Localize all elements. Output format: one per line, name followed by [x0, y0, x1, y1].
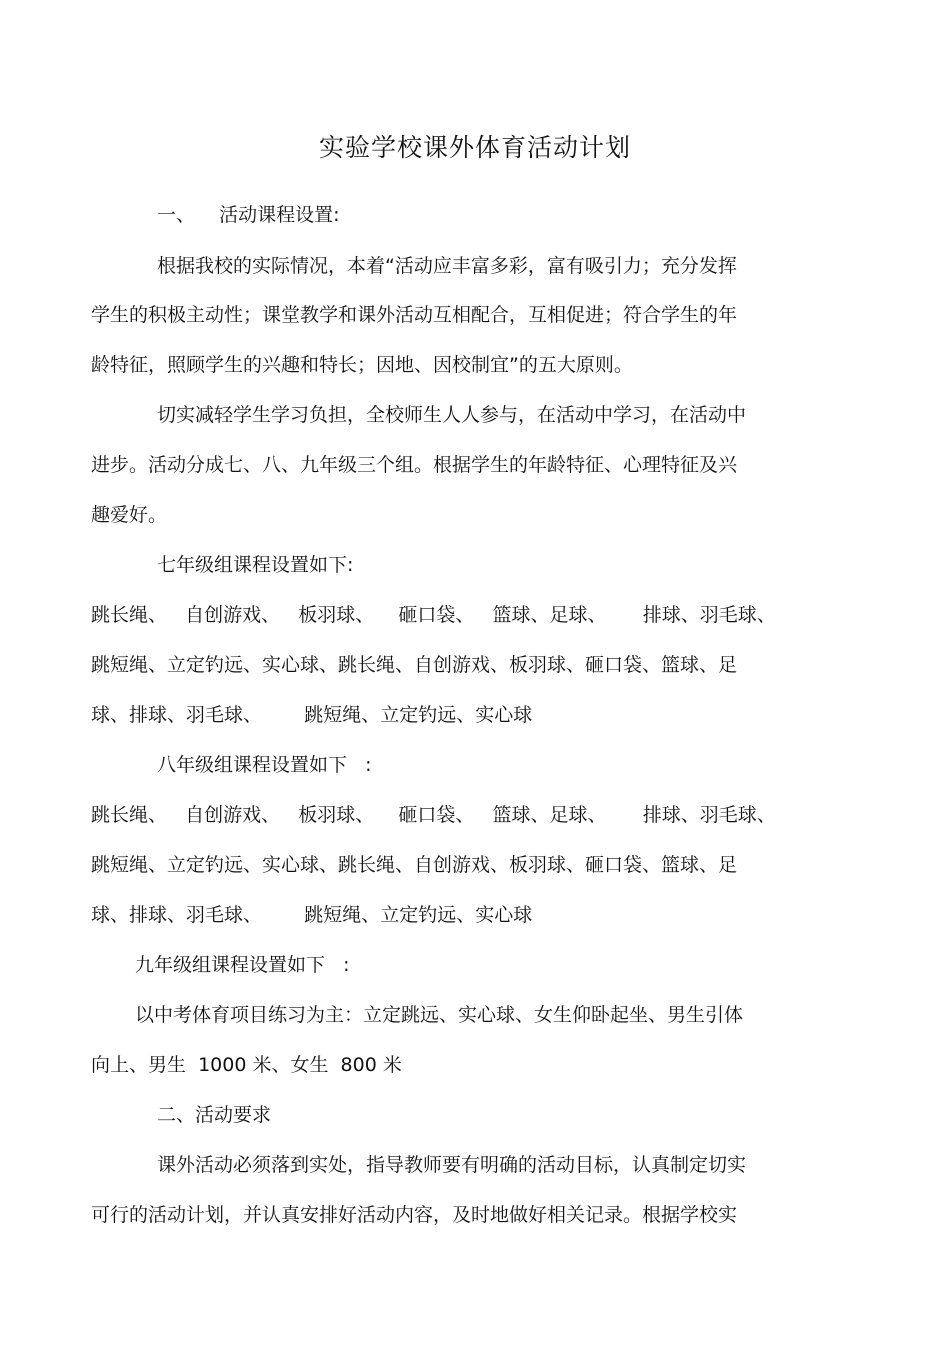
grade7-line: 跳短绳、立定钓远、实心球、跳长绳、自创游戏、板羽球、砸口袋、篮球、足 [91, 654, 738, 676]
grade9-line: 以中考体育项目练习为主：立定跳远、实心球、女生仰卧起坐、男生引体 [135, 1004, 744, 1026]
grade7-line: 跳长绳、 自创游戏、 板羽球、 砸口袋、 篮球、足球、 排球、羽毛球、 [91, 604, 776, 626]
section-2-heading: 二、活动要求 [157, 1104, 272, 1126]
paragraph-line: 进步。活动分成七、八、九年级三个组。根据学生的年龄特征、心理特征及兴 [91, 454, 738, 476]
paragraph-line: 切实减轻学生学习负担，全校师生人人参与，在活动中学习，在活动中 [157, 404, 747, 426]
paragraph-line: 可行的活动计划，并认真安排好活动内容，及时地做好相关记录。根据学校实 [91, 1204, 738, 1226]
grade8-line: 跳长绳、 自创游戏、 板羽球、 砸口袋、 篮球、足球、 排球、羽毛球、 [91, 804, 776, 826]
section-1-heading: 一、 活动课程设置: [157, 204, 340, 226]
grade8-line: 跳短绳、立定钓远、实心球、跳长绳、自创游戏、板羽球、砸口袋、篮球、足 [91, 854, 738, 876]
grade7-line: 球、排球、羽毛球、 跳短绳、立定钓远、实心球 [91, 704, 533, 726]
paragraph-line: 龄特征，照顾学生的兴趣和特长；因地、因校制宜”的五大原则。 [91, 354, 633, 376]
paragraph-line: 课外活动必须落到实处，指导教师要有明确的活动目标，认真制定切实 [157, 1154, 747, 1176]
grade9-heading: 九年级组课程设置如下 : [135, 954, 350, 976]
grade9-line: 向上、男生 1000 米、女生 800 米 [91, 1054, 402, 1076]
grade7-heading: 七年级组课程设置如下: [157, 554, 354, 576]
grade8-line: 球、排球、羽毛球、 跳短绳、立定钓远、实心球 [91, 904, 533, 926]
paragraph-line: 学生的积极主动性；课堂教学和课外活动互相配合，互相促进；符合学生的年 [91, 304, 738, 326]
grade8-heading: 八年级组课程设置如下 : [157, 754, 372, 776]
paragraph-line: 趣爱好。 [91, 504, 168, 526]
paragraph-line: 根据我校的实际情况，本着“活动应丰富多彩，富有吸引力；充分发挥 [157, 255, 737, 277]
document-title: 实验学校课外体育活动计划 [318, 133, 631, 162]
